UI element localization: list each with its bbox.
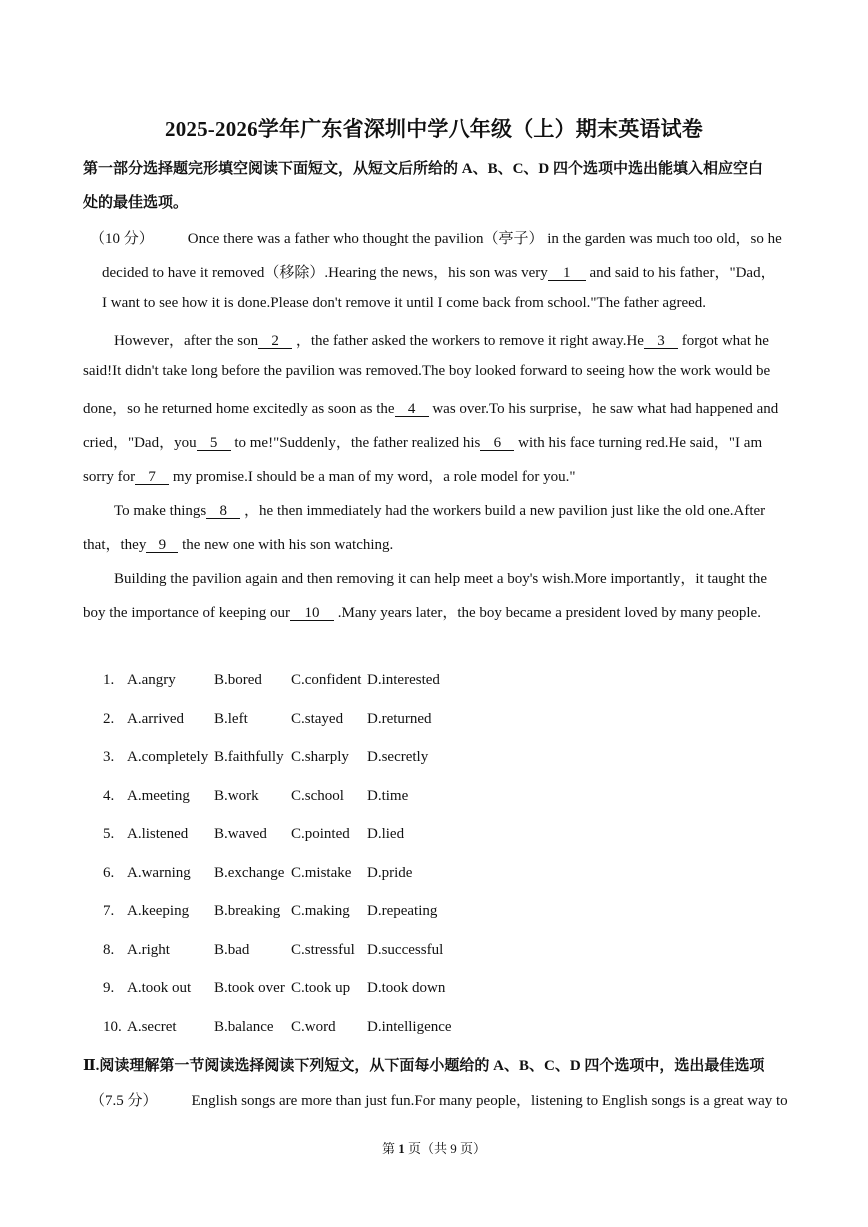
option-c: C.sharply [291, 749, 349, 765]
option-a: A.right [127, 941, 170, 958]
page-footer: 第 1 页（共 9 页） [381, 1141, 487, 1156]
option-d: D.took down [367, 980, 446, 996]
option-c: C.word [291, 1018, 336, 1035]
option-b: B.waved [214, 826, 267, 842]
option-a: A.angry [127, 672, 176, 688]
question-number: 3. [103, 749, 115, 765]
option-a: A.keeping [127, 903, 190, 919]
option-a: A.warning [127, 864, 191, 881]
option-c: C.mistake [291, 864, 352, 881]
passage-line: boy the importance of keeping our 10 .Many years later，the boy became a president loved by many people. [83, 605, 761, 621]
question-number: 8. [103, 941, 115, 958]
question-number: 10. [103, 1018, 122, 1035]
part2-score: （7.5 分） [90, 1093, 158, 1109]
option-c: C.confident [291, 672, 362, 688]
option-c: C.school [291, 787, 344, 804]
blank-1: 1 [548, 266, 586, 281]
passage-line: that，they 9 the new one with his son watching. [83, 537, 394, 553]
option-a: A.listened [127, 826, 189, 842]
option-b: B.balance [214, 1018, 274, 1035]
passage-line: To make things 8 ，he then immediately had the workers build a new pavilion just like the old one.After [114, 503, 766, 519]
option-b: B.bored [214, 672, 262, 688]
option-d: D.successful [367, 941, 444, 958]
option-c: C.pointed [291, 826, 350, 842]
blank-10: 10 [290, 606, 334, 621]
option-d: D.repeating [367, 903, 438, 919]
question-number: 9. [103, 980, 115, 996]
passage-line: I want to see how it is done.Please don't remove it until I come back from school."The father agreed. [102, 295, 707, 311]
blank-5: 5 [197, 436, 231, 451]
part1-score: （10 分） [90, 231, 154, 247]
question-number: 1. [103, 672, 115, 688]
question-number: 5. [103, 826, 115, 842]
option-c: C.stressful [291, 941, 355, 958]
page-title: 2025-2026学年广东省深圳中学八年级（上）期末英语试卷 [165, 117, 703, 141]
option-b: B.work [214, 787, 259, 804]
part2-heading: Ⅱ.阅读理解第一节阅读选择阅读下列短文，从下面每小题给的 A、B、C、D 四个选项中，选出最佳选项 [83, 1058, 765, 1074]
option-d: D.time [367, 787, 409, 804]
passage-line: sorry for 7 my promise.I should be a man of my word，a role model for you." [83, 469, 576, 485]
option-b: B.breaking [214, 903, 281, 919]
page-number: 1 [398, 1141, 405, 1156]
passage-line: decided to have it removed（移除）.Hearing the news，his son was very 1 and said to his father，"Dad， [102, 265, 776, 281]
blank-7: 7 [135, 470, 169, 485]
question-number: 6. [103, 864, 115, 881]
option-a: A.arrived [127, 710, 185, 727]
option-d: D.pride [367, 864, 413, 881]
passage-line: However，after the son 2 ，the father asked the workers to remove it right away.He 3 forgot what he [114, 333, 769, 349]
option-b: B.took over [214, 980, 285, 996]
passage-line: cried，"Dad，you 5 to me!"Suddenly，the father realized his 6 with his face turning red.He said，"I am [83, 435, 763, 451]
option-c: C.stayed [291, 710, 344, 727]
option-c: C.took up [291, 980, 351, 996]
blank-8: 8 [206, 504, 240, 519]
page-total: 9 [450, 1141, 457, 1156]
blank-2: 2 [258, 334, 292, 349]
option-b: B.left [214, 710, 248, 727]
option-d: D.intelligence [367, 1018, 452, 1035]
passage-line: Building the pavilion again and then removing it can help meet a boy's wish.More importantly，it taught the [114, 571, 767, 587]
option-d: D.returned [367, 710, 432, 727]
question-number: 4. [103, 787, 115, 804]
passage-line: （7.5 分） English songs are more than just fun.For many people，listening to English songs is a great way to [90, 1093, 788, 1109]
option-d: D.secretly [367, 749, 429, 765]
blank-3: 3 [644, 334, 678, 349]
passage-line: done，so he returned home excitedly as soon as the 4 was over.To his surprise，he saw what had happened and [83, 401, 779, 417]
option-b: B.bad [214, 941, 250, 958]
option-a: A.meeting [127, 787, 190, 804]
option-c: C.making [291, 903, 350, 919]
option-a: A.secret [127, 1018, 177, 1035]
option-d: D.interested [367, 672, 440, 688]
question-number: 7. [103, 903, 115, 919]
part1-heading-line1: 第一部分选择题完形填空阅读下面短文，从短文后所给的 A、B、C、D 四个选项中选出能填入相应空白 [83, 161, 764, 177]
option-b: B.faithfully [214, 749, 284, 765]
blank-6: 6 [480, 436, 514, 451]
part1-heading-line2: 处的最佳选项。 [83, 195, 189, 211]
passage-line: （10 分） Once there was a father who thought the pavilion（亭子） in the garden was much too old，so he [90, 231, 782, 247]
option-d: D.lied [367, 826, 405, 842]
passage-line: said!It didn't take long before the pavilion was removed.The boy looked forward to seeing how the work would be [83, 363, 771, 379]
blank-4: 4 [395, 402, 429, 417]
question-number: 2. [103, 710, 115, 727]
option-b: B.exchange [214, 864, 285, 881]
blank-9: 9 [146, 538, 178, 553]
option-a: A.took out [127, 980, 192, 996]
option-a: A.completely [127, 749, 209, 765]
